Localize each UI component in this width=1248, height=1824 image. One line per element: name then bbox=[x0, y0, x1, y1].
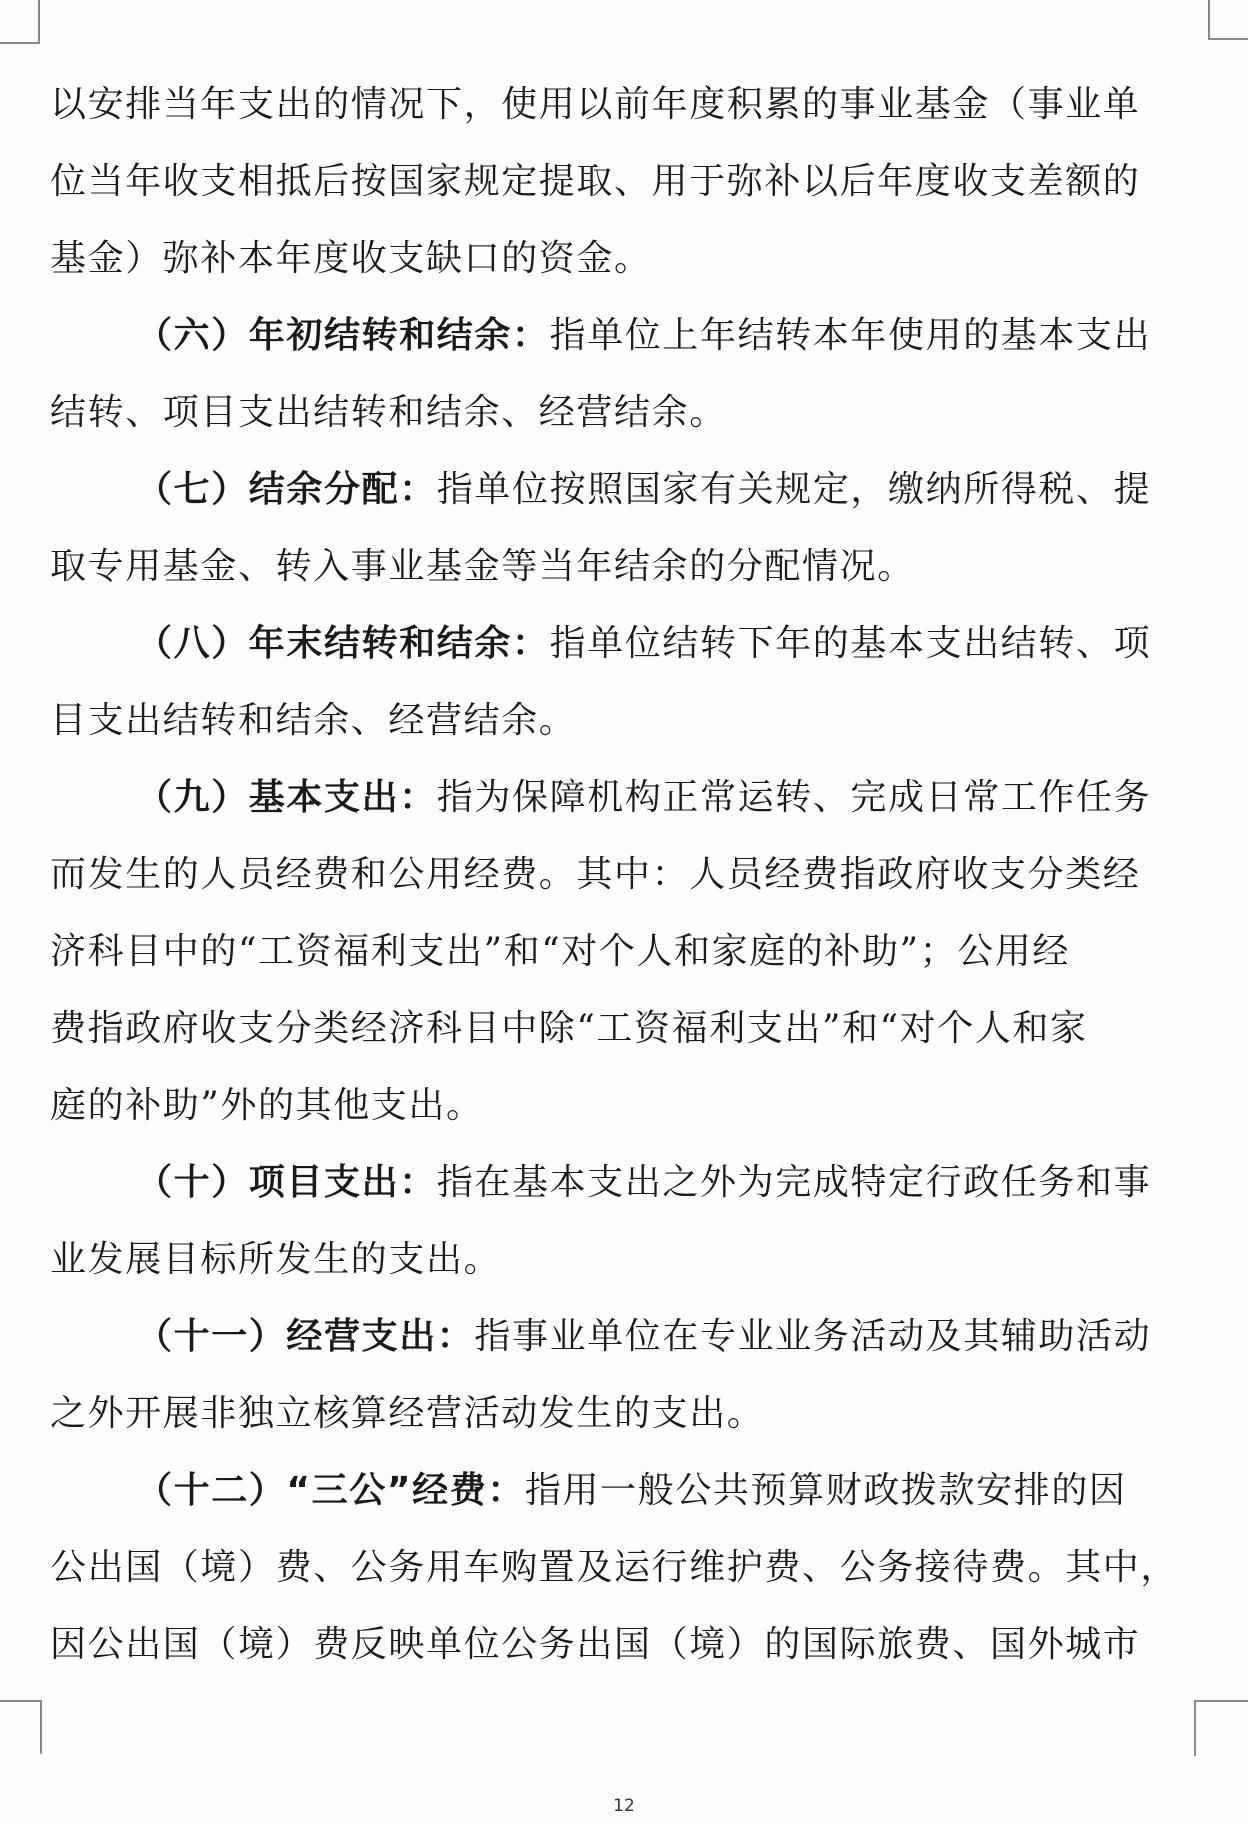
paragraph-7-line-2: 取专用基金、转入事业基金等当年结余的分配情况。 bbox=[50, 546, 915, 587]
paragraph-9-line-3: 济科目中的“工资福利支出”和“对个人和家庭的补助”；公用经 bbox=[50, 931, 1071, 972]
page-number: 12 bbox=[613, 1796, 635, 1816]
paragraph-6-line-2: 结转、项目支出结转和结余、经营结余。 bbox=[50, 392, 727, 433]
term-10: （十）项目支出： bbox=[136, 1162, 437, 1203]
paragraph-10-first-line bbox=[50, 1144, 1200, 1221]
paragraph-7-first-line bbox=[50, 451, 1200, 528]
definition-12: 指用一般公共预算财政拨款安排的因 bbox=[524, 1470, 1127, 1511]
paragraph-6-first-line bbox=[50, 297, 1200, 374]
crop-mark-top-right-h bbox=[1208, 38, 1248, 40]
crop-mark-bottom-left-h bbox=[0, 1700, 42, 1702]
paragraph-10-line-2: 业发展目标所发生的支出。 bbox=[50, 1239, 502, 1280]
paragraph-12-first-line bbox=[50, 1452, 1200, 1529]
term-11: （十一）经营支出： bbox=[136, 1316, 475, 1357]
crop-mark-top-left bbox=[38, 0, 40, 44]
crop-mark-top-right bbox=[1208, 0, 1210, 40]
term-9: （九）基本支出： bbox=[136, 777, 437, 818]
crop-mark-bottom-left bbox=[40, 1700, 42, 1754]
paragraph-9-line-4: 费指政府收支分类经济科目中除“工资福利支出”和“对个人和家 bbox=[50, 1008, 1088, 1049]
paragraph-9-line-5: 庭的补助”外的其他支出。 bbox=[50, 1085, 484, 1126]
paragraph-8-first-line bbox=[50, 605, 1200, 682]
definition-11: 指事业单位在专业业务活动及其辅助活动 bbox=[474, 1316, 1152, 1357]
definition-8: 指单位结转下年的基本支出结转、项 bbox=[549, 623, 1152, 664]
term-6: （六）年初结转和结余： bbox=[136, 315, 550, 356]
definition-6: 指单位上年结转本年使用的基本支出 bbox=[549, 315, 1152, 356]
paragraph-12-line-3: 因公出国（境）费反映单位公务出国（境）的国际旅费、国外城市 bbox=[50, 1624, 1141, 1665]
definition-7: 指单位按照国家有关规定，缴纳所得税、提 bbox=[436, 469, 1152, 510]
paragraph-9-first-line bbox=[50, 759, 1200, 836]
crop-mark-bottom-right-h bbox=[1194, 1700, 1248, 1702]
crop-mark-top-left-h bbox=[0, 42, 40, 44]
term-12: （十二）“三公”经费： bbox=[136, 1470, 525, 1511]
body-text bbox=[50, 66, 1200, 1683]
definition-10: 指在基本支出之外为完成特定行政任务和事 bbox=[436, 1162, 1152, 1203]
paragraph-11-first-line bbox=[50, 1298, 1200, 1375]
crop-mark-bottom-right bbox=[1194, 1700, 1196, 1756]
term-8: （八）年末结转和结余： bbox=[136, 623, 550, 664]
paragraph-11-line-2: 之外开展非独立核算经营活动发生的支出。 bbox=[50, 1393, 765, 1434]
text-line-3: 基金）弥补本年度收支缺口的资金。 bbox=[50, 238, 652, 279]
text-line-2: 位当年收支相抵后按国家规定提取、用于弥补以后年度收支差额的 bbox=[50, 161, 1141, 202]
definition-9: 指为保障机构正常运转、完成日常工作任务 bbox=[436, 777, 1152, 818]
term-7: （七）结余分配： bbox=[136, 469, 437, 510]
text-line-1: 以安排当年支出的情况下，使用以前年度积累的事业基金（事业单 bbox=[50, 84, 1141, 125]
paragraph-12-line-2: 公出国（境）费、公务用车购置及运行维护费、公务接待费。其中， bbox=[50, 1547, 1179, 1588]
paragraph-8-line-2: 目支出结转和结余、经营结余。 bbox=[50, 700, 577, 741]
paragraph-9-line-2: 而发生的人员经费和公用经费。其中：人员经费指政府收支分类经 bbox=[50, 854, 1141, 895]
